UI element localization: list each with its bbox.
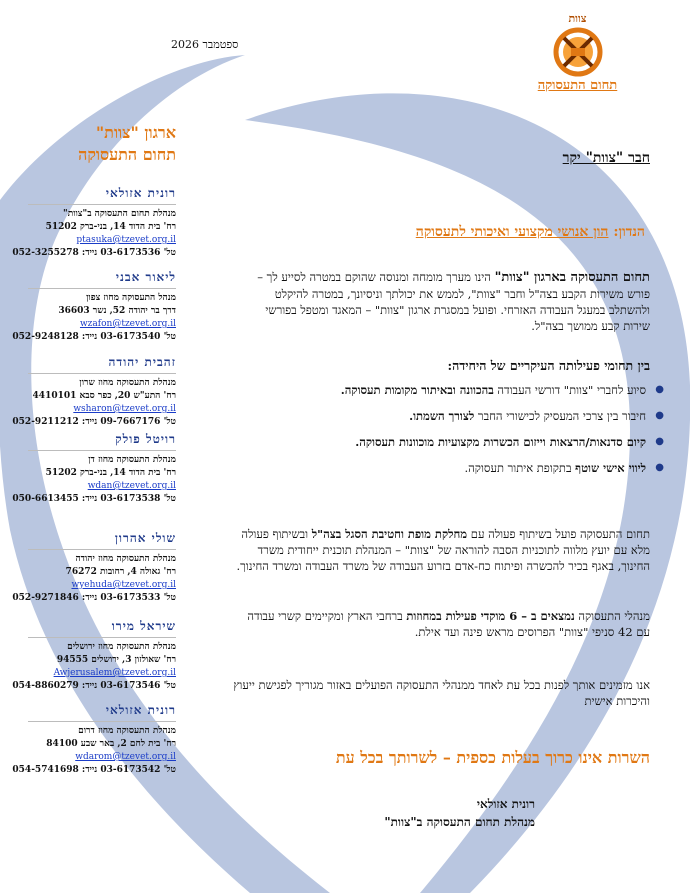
contact-phone: טל' 09-7667176 נייד: 052-9211212 bbox=[12, 417, 176, 427]
contact-detail: רח' בית לחם 2, באר שבע 84100 bbox=[46, 739, 176, 749]
contact-detail: מנהל התעסוקה מחוז צפון bbox=[86, 293, 176, 303]
contact-detail: רח' בית הדוד 14, בני-ברק 51202 bbox=[45, 222, 176, 232]
intro-bold: תחום התעסוקה בארגון "צוות" bbox=[494, 270, 650, 285]
sidebar-title-line2: תחום התעסוקה bbox=[78, 145, 176, 164]
intro-paragraph bbox=[242, 269, 650, 334]
intro-rest: הינו מערך מומחה ומנוסה שהוקם במטרה לסייע לך – פורש משירות הקבע בצה"ל וחבר "צוות", לממש את יכולתך וניסיונך, במטרה להיקלט ולהשתלב במעגל העבודה האזרחי. ופועל במסגרת ארגון "צוות" – המאגד ומטפל בפורשי שירות קבע ממושך בצה"ל. bbox=[257, 270, 650, 333]
contact-detail: רח' גאולה 4, רחובות 76272 bbox=[65, 567, 176, 577]
contact-detail: מנהלת התעסוקה מחוז דרום bbox=[78, 726, 176, 736]
organization-logo bbox=[520, 12, 635, 93]
contact-detail: רח' שאולזון 3, ירושלים 94555 bbox=[56, 655, 176, 665]
signature bbox=[384, 795, 535, 831]
contact-detail: מנהלת התעסוקה מחוז שרון bbox=[79, 378, 176, 388]
contact-email-link[interactable]: wdarom@tzevet.org.il bbox=[75, 752, 176, 762]
contact-email-link[interactable]: wzafon@tzevet.org.il bbox=[79, 319, 176, 329]
contact-phone: טל' 03-6173536 נייד: 052-3255278 bbox=[12, 248, 176, 258]
contact-name: רויטל פולק bbox=[28, 432, 176, 451]
signature-title: מנהלת תחום התעסוקה ב"צוות" bbox=[384, 815, 535, 829]
contact-phone: טל' 03-6173538 נייד: 050-6613455 bbox=[12, 494, 176, 504]
contacts-sidebar bbox=[28, 122, 176, 166]
areas-heading: בין תחומי פעילותה העיקריים של היחידה: bbox=[447, 358, 650, 373]
contact-card bbox=[12, 703, 176, 777]
contact-name: זהבית יהודה bbox=[28, 355, 176, 374]
contact-detail: רח' התע"ש 20, כפר סבא 4410101 bbox=[32, 391, 176, 401]
contact-email-link[interactable]: wdan@tzevet.org.il bbox=[87, 481, 176, 491]
contact-email-link[interactable]: wyehuda@tzevet.org.il bbox=[71, 580, 176, 590]
contact-card bbox=[12, 531, 176, 605]
logo-name: צוות bbox=[568, 12, 587, 25]
list-item: ● קיום סדנאות/הרצאות וייזום הכשרות מקצועיות מוכוונות תעסוקה. bbox=[222, 434, 646, 450]
contact-card bbox=[12, 270, 176, 344]
subject-line bbox=[416, 224, 645, 241]
cooperation-paragraph: תחום התעסוקה פועל בשיתוף פעולה עם מחלקת מופת וחטיבת הסגל בצה"ל ובשיתוף פעולה מלא עם יועץ מלווה לתוכניות הסבה להוראה של "צוות" – המנהלת תוכנית ייחודית משרד החינוך, באגף בכיר להכשרה ופיתוח כח-אדם בזרוע העבודה של משרד העבודה ומשרד החינוך. bbox=[236, 527, 650, 573]
contact-name: רונית אזולאי bbox=[28, 703, 176, 722]
contact-email-link[interactable]: ptasuka@tzevet.org.il bbox=[76, 235, 176, 245]
list-item: ● סיוע לחברי "צוות" דורשי העבודה בהכוונה ובאיתור מקומות תעסוקה. bbox=[222, 382, 646, 398]
contact-phone: טל' 03-6173540 נייד: 052-9248128 bbox=[12, 332, 176, 342]
contact-phone: טל' 03-6173542 נייד: 054-5741698 bbox=[12, 765, 176, 775]
contact-email-link[interactable]: Awjerusalem@tzevet.org.il bbox=[53, 668, 176, 678]
contact-name: שיראל מירו bbox=[28, 619, 176, 638]
invitation-paragraph: אנו מזמינים אותך לפנות בכל עת לאחד ממנהלי התעסוקה הפועלים באזור מגוריך לפגישת ייעוץ והיכרות אישית bbox=[233, 678, 650, 708]
contact-detail: דרך בר יהודה 52, נשר 36603 bbox=[58, 306, 176, 316]
contact-detail: מנהלת התעסוקה מחוז ירושלים bbox=[67, 642, 176, 652]
signature-name: רונית אזולאי bbox=[476, 797, 535, 811]
contact-detail: מנהלת התעסוקה מחוז יהודה bbox=[75, 554, 176, 564]
slogan: השרות אינו כרוך בעלות כספית – לשרותך בכל עת bbox=[335, 748, 650, 767]
contact-email-link[interactable]: wsharon@tzevet.org.il bbox=[73, 404, 176, 414]
contact-name: שולי אהרון bbox=[28, 531, 176, 550]
contact-phone: טל' 03-6173533 נייד: 052-9271846 bbox=[12, 593, 176, 603]
list-item: ● ליווי אישי שוטף בתקופת איתור תעסוקה. bbox=[222, 460, 646, 476]
regions-paragraph: מנהלי התעסוקה נמצאים ב – 6 מוקדי פעילות במחוזות ברחבי הארץ ומקיימים קשרי עבודה עם 42 סניפי "צוות" הפרוסים מראש פינה ועד אילת. bbox=[247, 609, 650, 639]
contact-card bbox=[12, 186, 176, 260]
emblem-icon bbox=[545, 27, 611, 77]
contact-name: רונית אזולאי bbox=[28, 186, 176, 205]
letter-date: ספטמבר 2026 bbox=[171, 38, 239, 51]
contact-card bbox=[12, 619, 176, 693]
list-item: ● חיבור בין צרכי המעסיק לכישורי החבר לצורך השמתו. bbox=[222, 408, 646, 424]
subject-prefix: הנדון: bbox=[613, 224, 645, 240]
activity-list bbox=[222, 382, 664, 486]
contact-detail: מנהלת התעסוקה מחוז דן bbox=[88, 455, 176, 465]
contact-name: ליאור אבני bbox=[28, 270, 176, 289]
contact-card bbox=[12, 432, 176, 506]
greeting: חבר "צוות" יקר bbox=[562, 150, 650, 166]
contact-detail: רח' בית הדוד 14, בני-ברק 51202 bbox=[45, 468, 176, 478]
contact-phone: טל' 03-6173546 נייד: 054-8860279 bbox=[12, 681, 176, 691]
logo-caption: תחום התעסוקה bbox=[537, 78, 618, 93]
contact-detail: מנהלת תחום התעסוקה ב"צוות" bbox=[63, 209, 176, 219]
sidebar-title-line1: ארגון "צוות" bbox=[95, 123, 176, 142]
subject-text: הון אנושי מקצועי ואיכותי לתעסוקה bbox=[415, 224, 609, 240]
contact-card bbox=[12, 355, 176, 429]
